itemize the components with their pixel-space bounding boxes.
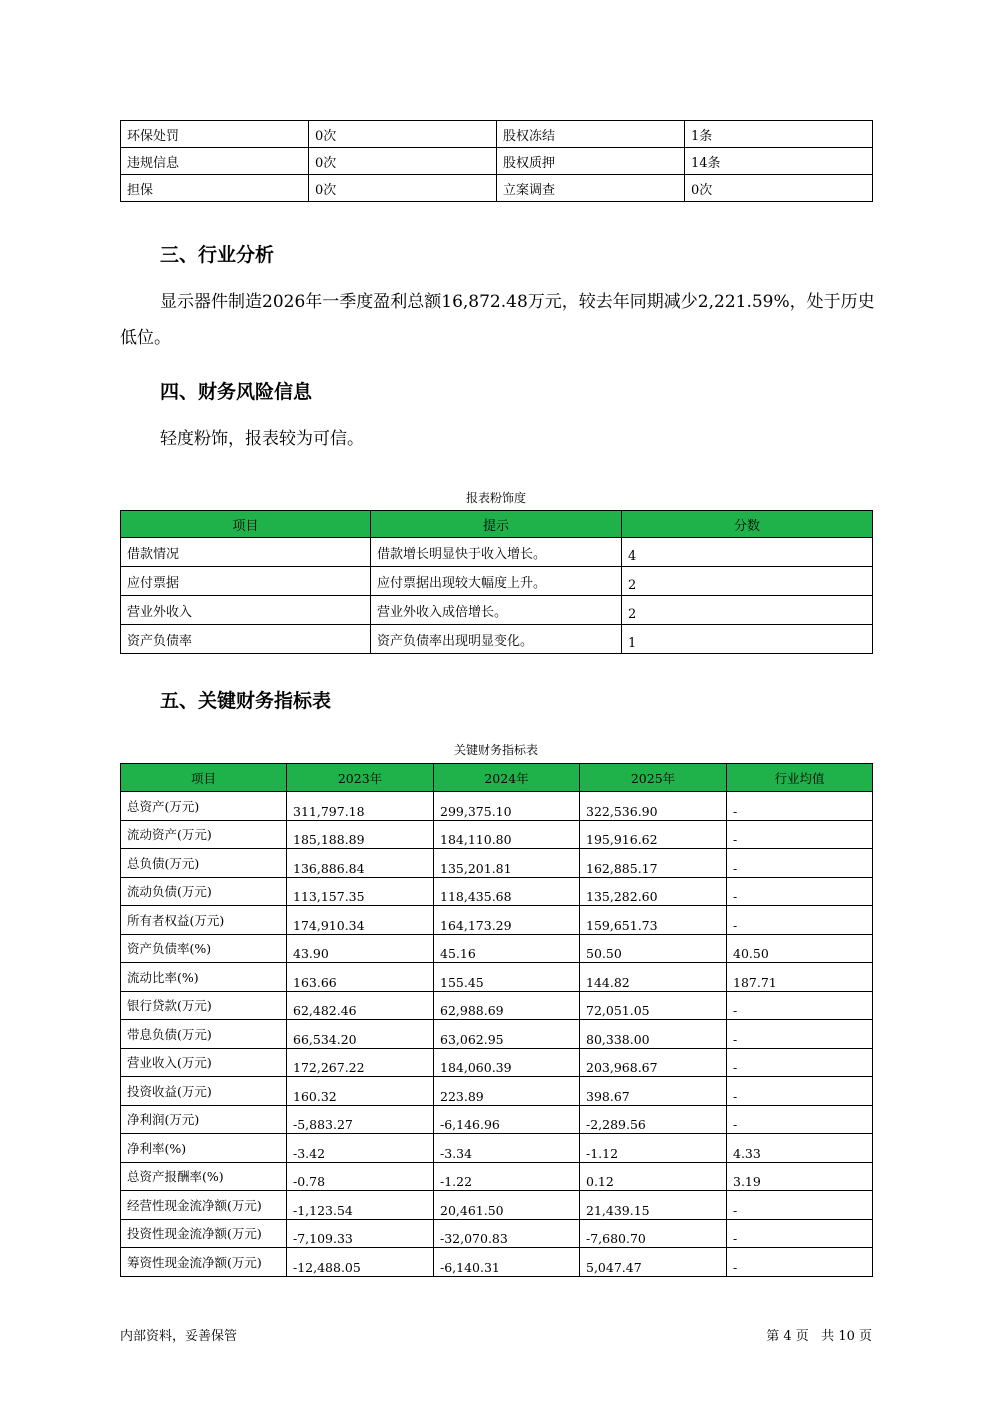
column-header: 行业均值 — [727, 764, 873, 792]
metric-value: -3.34 — [434, 1134, 580, 1163]
metric-value: 40.50 — [727, 934, 873, 963]
metric-value: -2,289.56 — [580, 1105, 727, 1134]
metric-value: -1,123.54 — [287, 1191, 434, 1220]
item-cell: 资产负债率 — [121, 625, 371, 654]
risk-item-label: 股权冻结 — [497, 121, 685, 148]
table-row — [121, 963, 873, 992]
metric-value: 164,173.29 — [434, 906, 580, 935]
risk-item-label: 违规信息 — [121, 148, 309, 175]
section-4-text: 轻度粉饰，报表较为可信。 — [160, 429, 364, 449]
section-4-title: 四、财务风险信息 — [160, 381, 313, 403]
risk-item-value: 0次 — [309, 121, 497, 148]
metric-value: - — [727, 906, 873, 935]
metric-label: 流动资产(万元) — [121, 820, 287, 849]
metric-label: 投资性现金流净额(万元) — [121, 1219, 287, 1248]
table-row — [121, 1048, 873, 1077]
metric-value: 118,435.68 — [434, 877, 580, 906]
hint-cell: 资产负债率出现明显变化。 — [371, 625, 622, 654]
section-3-text: 显示器件制造2026年一季度盈利总额16,872.48万元，较去年同期减少2,221.59%，处于历史低位。 — [120, 292, 875, 348]
metric-value: -12,488.05 — [287, 1248, 434, 1277]
table-row — [121, 1077, 873, 1106]
metric-value: 155.45 — [434, 963, 580, 992]
metric-value: - — [727, 849, 873, 878]
whitewash-table-caption: 报表粉饰度 — [465, 491, 526, 505]
risk-item-value: 14条 — [685, 148, 873, 175]
metric-value: -0.78 — [287, 1162, 434, 1191]
metric-label: 总负债(万元) — [121, 849, 287, 878]
metric-value: 185,188.89 — [287, 820, 434, 849]
metric-value: 311,797.18 — [287, 792, 434, 821]
item-cell: 借款情况 — [121, 538, 371, 567]
risk-item-value: 1条 — [685, 121, 873, 148]
metric-value: 62,988.69 — [434, 991, 580, 1020]
column-header: 2025年 — [580, 764, 727, 792]
footer-page-number: 第 4 页 共 10 页 — [766, 1329, 872, 1344]
metric-value: 187.71 — [727, 963, 873, 992]
metric-value: 62,482.46 — [287, 991, 434, 1020]
metric-value: -6,140.31 — [434, 1248, 580, 1277]
metric-value: 50.50 — [580, 934, 727, 963]
table-row — [121, 625, 873, 654]
metrics-table — [120, 763, 873, 1277]
metric-label: 银行贷款(万元) — [121, 991, 287, 1020]
score-cell: 2 — [622, 567, 873, 596]
metric-value: - — [727, 1219, 873, 1248]
metric-label: 资产负债率(%) — [121, 934, 287, 963]
metric-value: 172,267.22 — [287, 1048, 434, 1077]
metric-label: 流动比率(%) — [121, 963, 287, 992]
metric-label: 筹资性现金流净额(万元) — [121, 1248, 287, 1277]
metric-label: 流动负债(万元) — [121, 877, 287, 906]
metric-value: -1.12 — [580, 1134, 727, 1163]
metric-value: 45.16 — [434, 934, 580, 963]
risk-item-value: 0次 — [309, 148, 497, 175]
table-row — [121, 175, 873, 202]
metric-value: 322,536.90 — [580, 792, 727, 821]
metrics-table-caption: 关键财务指标表 — [453, 743, 538, 757]
metric-value: 159,651.73 — [580, 906, 727, 935]
table-row — [121, 877, 873, 906]
hint-cell: 营业外收入成倍增长。 — [371, 596, 622, 625]
metric-value: 0.12 — [580, 1162, 727, 1191]
metric-value: 299,375.10 — [434, 792, 580, 821]
score-cell: 1 — [622, 625, 873, 654]
metric-label: 总资产报酬率(%) — [121, 1162, 287, 1191]
column-header: 项目 — [121, 764, 287, 792]
metric-value: 144.82 — [580, 963, 727, 992]
metric-value: -3.42 — [287, 1134, 434, 1163]
metric-value: 184,110.80 — [434, 820, 580, 849]
metric-value: 203,968.67 — [580, 1048, 727, 1077]
metric-value: - — [727, 1020, 873, 1049]
section-3-title: 三、行业分析 — [160, 244, 275, 266]
metric-value: - — [727, 1077, 873, 1106]
metric-value: 4.33 — [727, 1134, 873, 1163]
metric-value: - — [727, 877, 873, 906]
metric-value: 223.89 — [434, 1077, 580, 1106]
table-row — [121, 121, 873, 148]
table-row — [121, 991, 873, 1020]
table-row — [121, 1105, 873, 1134]
risk-item-value: 0次 — [309, 175, 497, 202]
metric-label: 总资产(万元) — [121, 792, 287, 821]
risk-item-label: 担保 — [121, 175, 309, 202]
table-row — [121, 1162, 873, 1191]
table-row — [121, 1219, 873, 1248]
metric-value: -1.22 — [434, 1162, 580, 1191]
metric-value: 80,338.00 — [580, 1020, 727, 1049]
metric-value: 5,047.47 — [580, 1248, 727, 1277]
metric-value: 174,910.34 — [287, 906, 434, 935]
section-5-title: 五、关键财务指标表 — [160, 690, 332, 712]
metric-value: - — [727, 1191, 873, 1220]
metric-value: 43.90 — [287, 934, 434, 963]
whitewash-table — [120, 510, 873, 654]
metric-value: 113,157.35 — [287, 877, 434, 906]
hint-cell: 应付票据出现较大幅度上升。 — [371, 567, 622, 596]
metric-value: - — [727, 1248, 873, 1277]
metric-label: 净利润(万元) — [121, 1105, 287, 1134]
metric-value: - — [727, 1048, 873, 1077]
metric-value: 163.66 — [287, 963, 434, 992]
metric-value: -32,070.83 — [434, 1219, 580, 1248]
table-row — [121, 934, 873, 963]
column-header: 2023年 — [287, 764, 434, 792]
metric-value: - — [727, 991, 873, 1020]
metric-value: - — [727, 820, 873, 849]
metric-value: 184,060.39 — [434, 1048, 580, 1077]
score-cell: 2 — [622, 596, 873, 625]
metric-value: -5,883.27 — [287, 1105, 434, 1134]
metric-value: 63,062.95 — [434, 1020, 580, 1049]
metric-value: - — [727, 1105, 873, 1134]
column-header: 2024年 — [434, 764, 580, 792]
metric-value: 195,916.62 — [580, 820, 727, 849]
metric-label: 投资收益(万元) — [121, 1077, 287, 1106]
risk-item-value: 0次 — [685, 175, 873, 202]
metric-value: 3.19 — [727, 1162, 873, 1191]
footer-confidential: 内部资料，妥善保管 — [120, 1329, 238, 1344]
metric-value: -6,146.96 — [434, 1105, 580, 1134]
item-cell: 营业外收入 — [121, 596, 371, 625]
metric-label: 所有者权益(万元) — [121, 906, 287, 935]
metric-value: -7,680.70 — [580, 1219, 727, 1248]
metric-value: 136,886.84 — [287, 849, 434, 878]
metric-value: 20,461.50 — [434, 1191, 580, 1220]
metric-label: 净利率(%) — [121, 1134, 287, 1163]
metric-label: 经营性现金流净额(万元) — [121, 1191, 287, 1220]
metric-value: 66,534.20 — [287, 1020, 434, 1049]
table-row — [121, 148, 873, 175]
metric-label: 带息负债(万元) — [121, 1020, 287, 1049]
metric-value: 162,885.17 — [580, 849, 727, 878]
table-row — [121, 538, 873, 567]
metric-value: 72,051.05 — [580, 991, 727, 1020]
risk-item-label: 环保处罚 — [121, 121, 309, 148]
table-row — [121, 567, 873, 596]
column-header: 提示 — [371, 511, 622, 538]
table-row — [121, 906, 873, 935]
metric-value: 160.32 — [287, 1077, 434, 1106]
table-row — [121, 792, 873, 821]
item-cell: 应付票据 — [121, 567, 371, 596]
table-row — [121, 820, 873, 849]
risk-info-table — [120, 120, 873, 202]
column-header: 项目 — [121, 511, 371, 538]
table-row — [121, 1134, 873, 1163]
metric-value: 21,439.15 — [580, 1191, 727, 1220]
risk-item-label: 股权质押 — [497, 148, 685, 175]
column-header: 分数 — [622, 511, 873, 538]
table-row — [121, 1248, 873, 1277]
metric-label: 营业收入(万元) — [121, 1048, 287, 1077]
score-cell: 4 — [622, 538, 873, 567]
hint-cell: 借款增长明显快于收入增长。 — [371, 538, 622, 567]
table-row — [121, 596, 873, 625]
metric-value: 398.67 — [580, 1077, 727, 1106]
table-row — [121, 849, 873, 878]
metric-value: 135,201.81 — [434, 849, 580, 878]
table-row — [121, 1191, 873, 1220]
metric-value: -7,109.33 — [287, 1219, 434, 1248]
metric-value: 135,282.60 — [580, 877, 727, 906]
table-row — [121, 1020, 873, 1049]
metric-value: - — [727, 792, 873, 821]
risk-item-label: 立案调查 — [497, 175, 685, 202]
